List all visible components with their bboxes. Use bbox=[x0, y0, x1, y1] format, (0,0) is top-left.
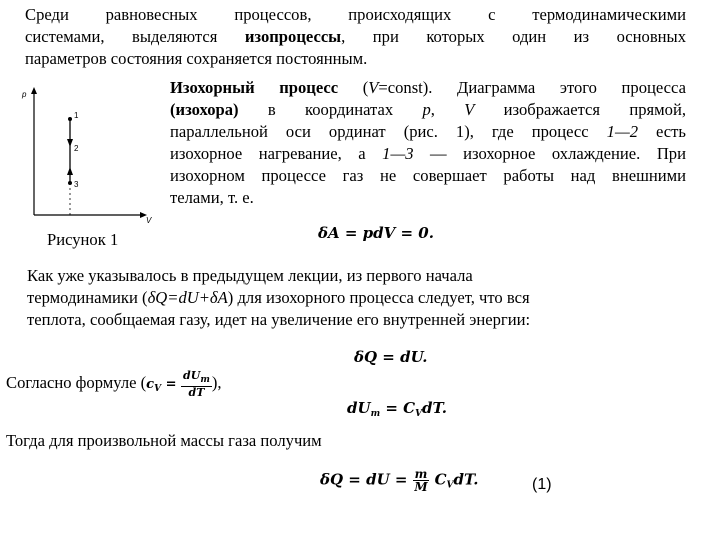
axis-v-label: V bbox=[146, 216, 152, 225]
cv-formula: $c_V$ = $\frac{dU_m}{dT}$ bbox=[146, 369, 210, 399]
isochore-arrow-down bbox=[67, 139, 73, 147]
axis-p-label: p bbox=[22, 90, 27, 99]
isochore-arrow-up bbox=[67, 167, 73, 175]
intro-paragraph bbox=[25, 4, 686, 70]
figure-pv-diagram bbox=[10, 85, 160, 225]
point-3-dot bbox=[68, 181, 72, 185]
formula-work-zero: δA = pdV = 0. bbox=[318, 224, 434, 242]
according-line: Согласно формуле ($c_V$ = $\frac{dU_m}{dT}$ ), bbox=[6, 369, 222, 399]
intro-line-3: параметров состояния сохраняется постоянным. bbox=[25, 49, 368, 68]
first-law-line-2: термодинамики (δQ=dU+δA) для изохорного процесса следует, что вся bbox=[27, 288, 530, 307]
then-text: Тогда для произвольной массы газа получим bbox=[6, 431, 322, 450]
formula-dum: $dU_m = C_VdT$. bbox=[347, 399, 447, 419]
figure-caption: Рисунок 1 bbox=[47, 230, 119, 249]
point-1-dot bbox=[68, 117, 72, 121]
isochoric-line-1: Изохорный процесс (V=const). Диаграмма этого процесса bbox=[170, 78, 686, 97]
formula-dq-du: δQ = dU. bbox=[354, 348, 428, 366]
point-1-label: 1 bbox=[74, 111, 79, 120]
point-3-label: 3 bbox=[74, 180, 79, 189]
isochoric-paragraph bbox=[170, 77, 686, 209]
p-axis-arrow bbox=[31, 87, 37, 94]
first-law-paragraph bbox=[27, 265, 657, 331]
isochoric-line-2: (изохора) в координатах p, V изображается прямой, bbox=[170, 100, 686, 119]
formula-final: δQ = dU = $\frac{m}{M}$ $C_VdT$. bbox=[320, 467, 479, 494]
isochoric-line-6: телами, т. е. bbox=[170, 188, 254, 207]
first-law-line-1: Как уже указывалось в предыдущем лекции, из первого начала bbox=[27, 266, 473, 285]
intro-line-2: системами, выделяются изопроцессы, при которых один из основных bbox=[25, 27, 686, 46]
intro-line-1: Среди равновесных процессов, происходящих с термодинамическими bbox=[25, 5, 686, 24]
first-law-line-3: теплота, сообщаемая газу, идет на увеличение его внутренней энергии: bbox=[27, 310, 531, 329]
point-2-label: 2 bbox=[74, 144, 79, 153]
isoprocess-term: изопроцессы bbox=[244, 27, 342, 46]
isochoric-line-3: параллельной оси ординат (рис. 1), где процесс 1—2 есть bbox=[170, 122, 686, 141]
equation-number: (1) bbox=[532, 476, 552, 493]
isochoric-line-4: изохорное нагревание, а 1—3 — изохорное охлаждение. При bbox=[170, 144, 686, 163]
isochoric-line-5: изохорном процессе газ не совершает работы над внешними bbox=[170, 166, 686, 185]
